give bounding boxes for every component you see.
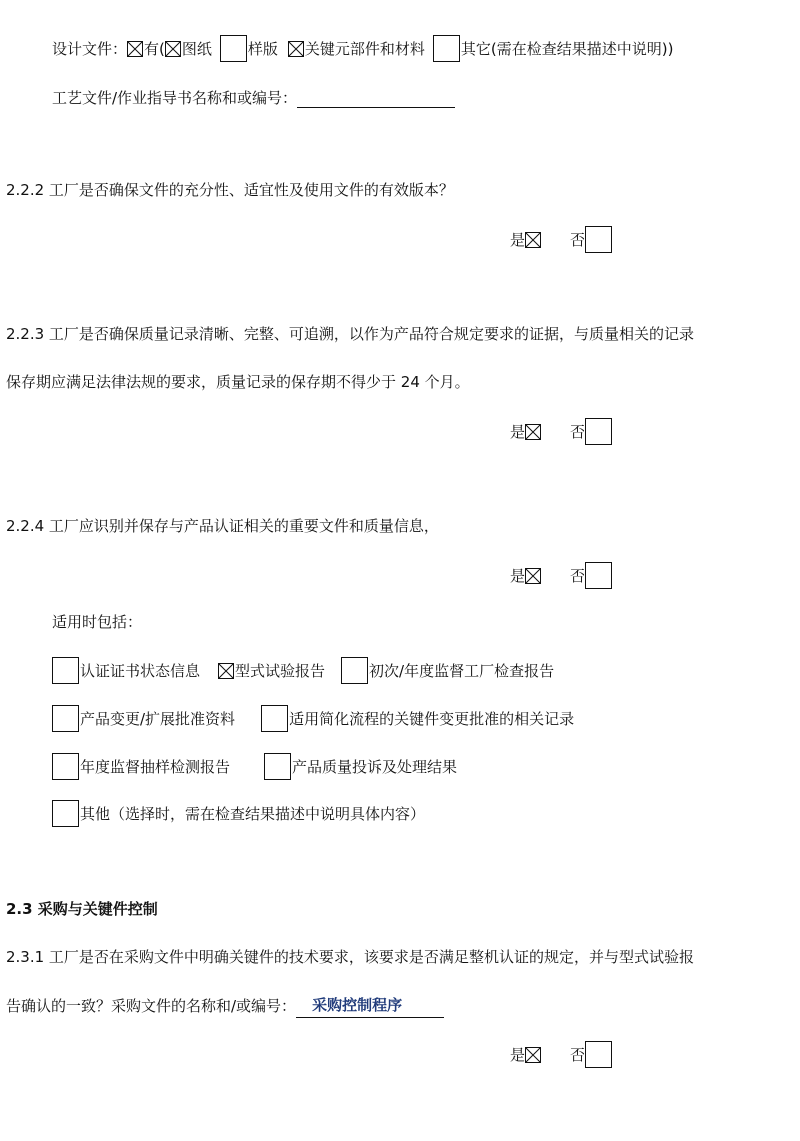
- type-test-checkbox[interactable]: [218, 663, 234, 679]
- key-parts-checkbox[interactable]: [288, 41, 304, 57]
- key-parts-label: 关键元部件和材料: [304, 39, 425, 58]
- sample-checkbox[interactable]: [220, 35, 247, 62]
- q231-yes-checkbox[interactable]: [525, 1047, 541, 1063]
- q224-options-row2: [52, 705, 574, 732]
- other-design-checkbox[interactable]: [433, 35, 460, 62]
- q224-options-row1: [52, 657, 554, 684]
- q231-yes-label: 是: [510, 1045, 526, 1064]
- q222-answer: [510, 226, 613, 253]
- q224-answer: [510, 562, 613, 589]
- q224-no-label: 否: [570, 566, 586, 585]
- sampling-label: 年度监督抽样检测报告: [80, 757, 231, 776]
- q222-yes-label: 是: [510, 230, 526, 249]
- q223-text-line2: 保存期应满足法律法规的要求，质量记录的保存期不得少于 24 个月。: [6, 373, 470, 391]
- q231-question: 告确认的一致？采购文件的名称和/或编号：: [6, 996, 297, 1015]
- process-docs-row: [52, 86, 455, 110]
- design-docs-label: 设计文件：: [52, 39, 128, 58]
- q231-no-label: 否: [570, 1045, 586, 1064]
- other-info-label: 其他（选择时，需在检查结果描述中说明具体内容）: [80, 804, 426, 823]
- q231-no-checkbox[interactable]: [585, 1041, 612, 1068]
- q231-answer: [510, 1041, 613, 1068]
- q224-text: 2.2.4 工厂应识别并保存与产品认证相关的重要文件和质量信息，: [6, 517, 439, 535]
- initial-audit-checkbox[interactable]: [341, 657, 368, 684]
- type-test-label: 型式试验报告: [235, 661, 326, 680]
- initial-audit-label: 初次/年度监督工厂检查报告: [369, 661, 555, 680]
- sample-label: 样版: [247, 39, 278, 58]
- process-docs-label: 工艺文件/作业指导书名称和或编号：: [52, 89, 298, 107]
- q222-text: 2.2.2 工厂是否确保文件的充分性、适宜性及使用文件的有效版本？: [6, 181, 454, 199]
- q224-yes-label: 是: [510, 566, 526, 585]
- q223-no-checkbox[interactable]: [585, 418, 612, 445]
- design-docs-row: [52, 35, 673, 62]
- q222-no-label: 否: [570, 230, 586, 249]
- complaints-checkbox[interactable]: [264, 753, 291, 780]
- cert-status-checkbox[interactable]: [52, 657, 79, 684]
- process-docs-field[interactable]: [297, 89, 455, 108]
- section-23-title: 2.3 采购与关键件控制: [6, 900, 158, 918]
- have-checkbox[interactable]: [127, 41, 143, 57]
- q223-yes-checkbox[interactable]: [525, 424, 541, 440]
- q224-options-row3: [52, 753, 457, 780]
- q224-include-label: 适用时包括：: [52, 613, 143, 631]
- complaints-label: 产品质量投诉及处理结果: [292, 757, 458, 776]
- change-label: 产品变更/扩展批准资料: [80, 709, 236, 728]
- drawing-label: 图纸: [181, 39, 212, 58]
- simplified-checkbox[interactable]: [261, 705, 288, 732]
- q231-text-line1: 2.3.1 工厂是否在采购文件中明确关键件的技术要求，该要求是否满足整机认证的规定，并与型式试验报: [6, 948, 694, 966]
- q222-no-checkbox[interactable]: [585, 226, 612, 253]
- q224-no-checkbox[interactable]: [585, 562, 612, 589]
- q223-answer: [510, 418, 613, 445]
- q224-yes-checkbox[interactable]: [525, 568, 541, 584]
- q222-yes-checkbox[interactable]: [525, 232, 541, 248]
- sampling-checkbox[interactable]: [52, 753, 79, 780]
- other-design-label: 其它(需在检查结果描述中说明)): [460, 39, 674, 58]
- q231-filled-field[interactable]: 采购控制程序: [296, 993, 444, 1018]
- q224-options-row4: [52, 800, 425, 827]
- change-checkbox[interactable]: [52, 705, 79, 732]
- simplified-label: 适用简化流程的关键件变更批准的相关记录: [289, 709, 575, 728]
- cert-status-label: 认证证书状态信息: [80, 661, 201, 680]
- q223-yes-label: 是: [510, 422, 526, 441]
- have-label: 有(: [144, 39, 165, 58]
- other-info-checkbox[interactable]: [52, 800, 79, 827]
- q223-text-line1: 2.2.3 工厂是否确保质量记录清晰、完整、可追溯，以作为产品符合规定要求的证据，与质量相关的记录: [6, 325, 694, 343]
- q223-no-label: 否: [570, 422, 586, 441]
- drawing-checkbox[interactable]: [165, 41, 181, 57]
- q231-text-line2: [6, 993, 444, 1018]
